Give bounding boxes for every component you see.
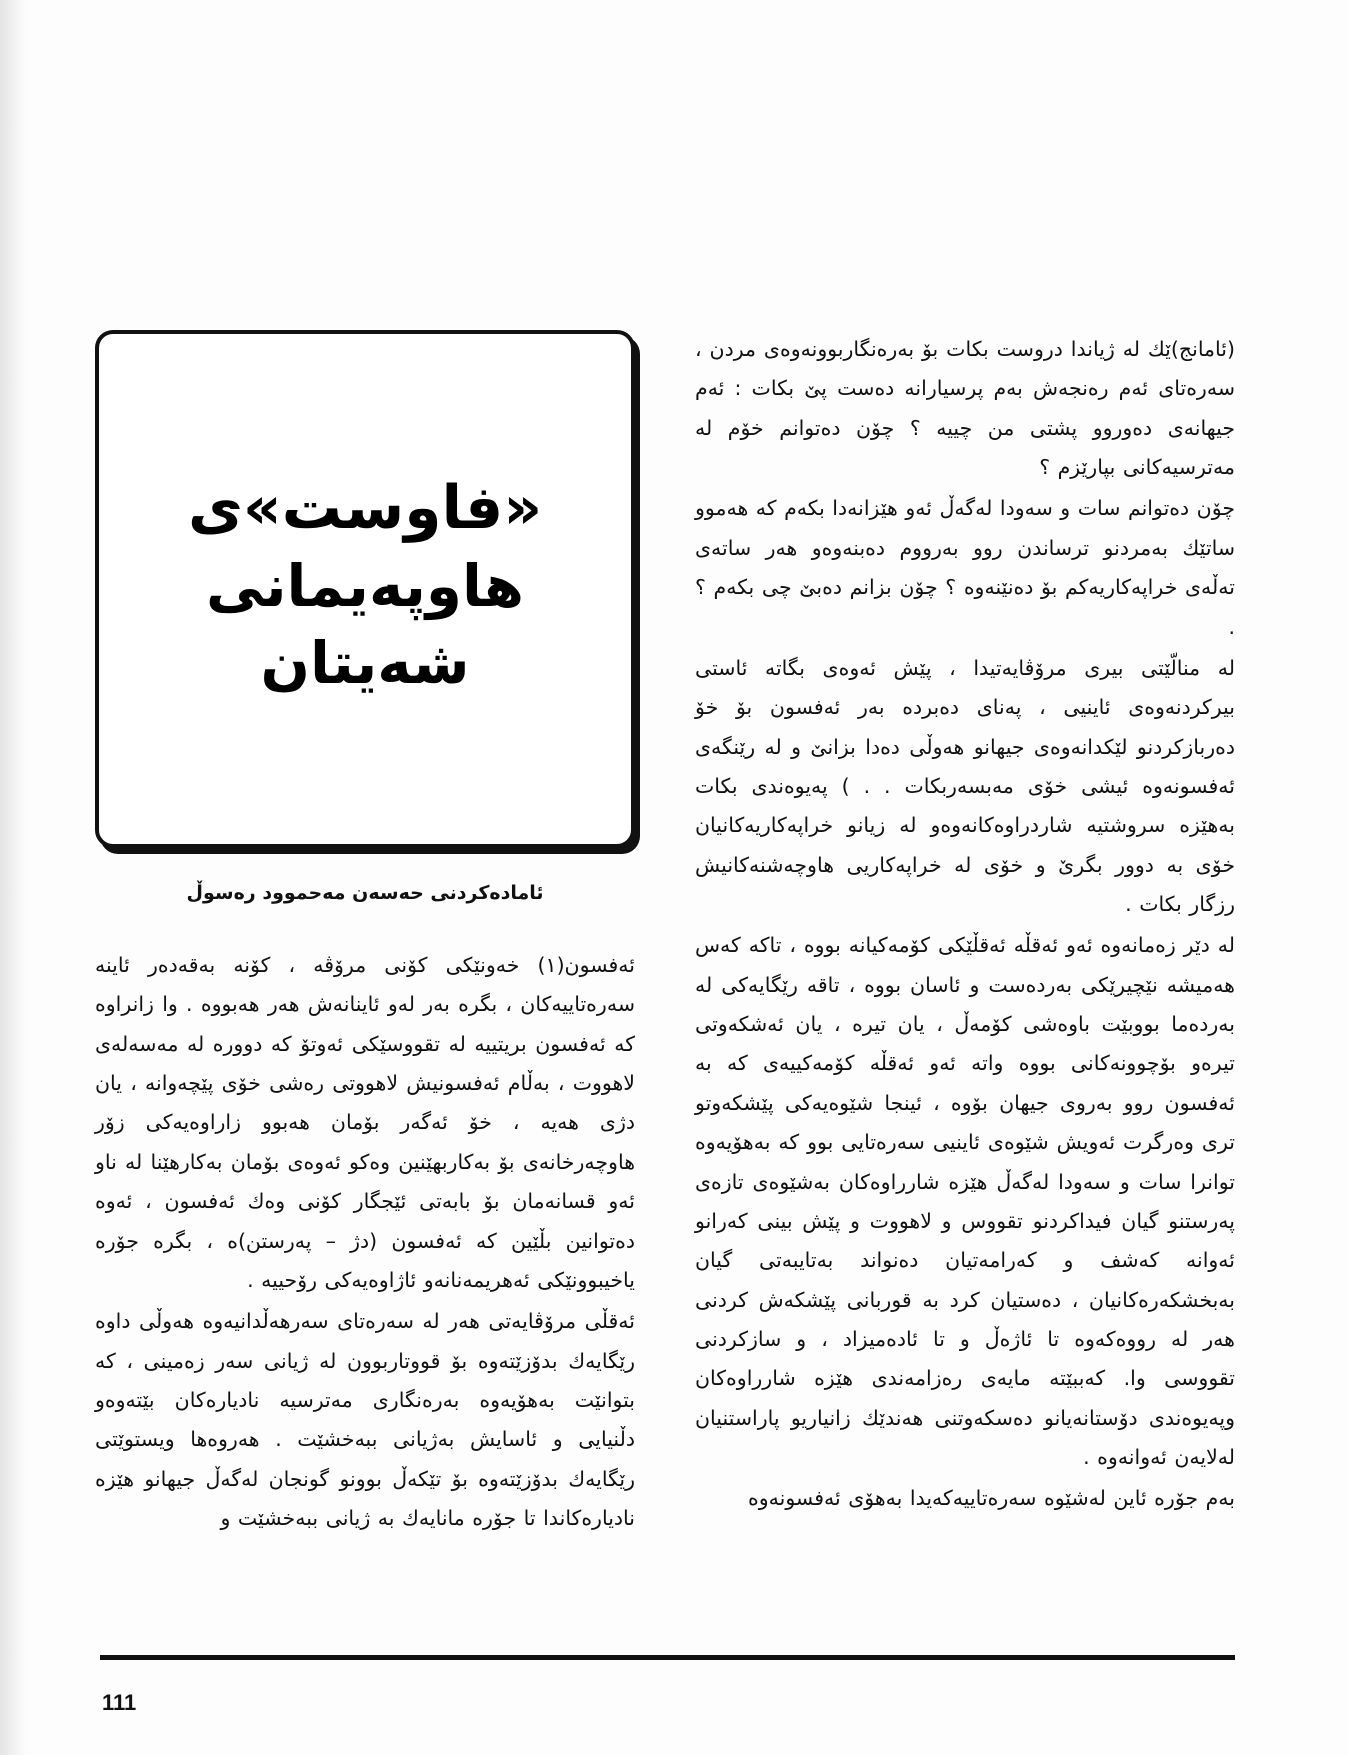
paragraph: چۆن دەتوانم سات و سەودا لەگەڵ ئەو هێزانەدا بکەم کە هەموو ساتێك بەمردنو ترساندن روو بەرووم دەبنەوەو هەر ساتەی تەڵەی خراپەکاریەکم بۆ دەنێنەوە ؟ چۆن بزانم دەبێ چی بکەم ؟ . [695, 496, 1235, 639]
column-left [695, 330, 1235, 1670]
paragraph: بەم جۆرە ئاین لەشێوە سەرەتاییەکەیدا بەهۆی ئەفسونەوە [748, 1486, 1235, 1511]
page-gutter-shadow [0, 0, 26, 1755]
article-byline: ئامادەکردنی حەسەن مەحموود رەسوڵ [186, 882, 544, 904]
paragraph: لە منالّێتی بیری مرۆڤایەتیدا ، پێش ئەوەی بگاتە ئاستی بیرکردنەوەی ئاینیی ، پەنای دەبردە بەر ئەفسون بۆ خۆ دەربازکردنو لێکدانەوەی جیهانو هەوڵی دەدا بزانێ و لە رێنگەی ئەفسونەوە ئیشی خۆی مەبسەربکات . . ) پەیوەندی بکات بەهێزە سروشتیە شاردراوەکانەوەو لە زیانو خراپەکاریەکانیان خۆی بە دوور بگرێ و خۆی لە خراپەکاریی هاوچەشنەکانیش رزگار بکات . [695, 655, 1235, 917]
paragraph: ئەفسون(١) خەونێکی کۆنی مرۆڤە ، کۆنە بەقەدەر ئاینە سەرەتاییەکان ، بگرە بەر لەو ئاینانەش هەر هەبووە . وا زانراوە کە ئەفسون بریتییە لە تقووسێکی ئەوتۆ کە دوورە لە مەسەلەی لاهووت ، بەڵام ئەفسونیش لاهووتی رەشی خۆی پێچەوانە ، یان دژی هەیە ، خۆ ئەگەر بۆمان هەبوو زاراوەیەکی زۆر هاوچەرخانەی بۆ بەکاربهێنین وەکو ئەوەی بۆمان بەکارهێنا لە ناو ئەو قسانەمان بۆ بابەتی ئێجگار کۆنی وەك ئەفسون ، ئەوە دەتوانین بڵێین کە ئەفسون (دژ – پەرستن)ە ، بگرە جۆرە یاخیبوونێکی ئەهریمەنانەو ئاژاوەیەکی رۆحییە . [95, 953, 635, 1292]
article-title-line-3: شەیتان [260, 628, 470, 697]
two-column-layout [95, 330, 1235, 1670]
paragraph: (ئامانج)ێك لە ژیاندا دروست بکات بۆ بەرەنگاربوونەوەی مردن ، سەرەتای ئەم رەنجەش بەم پرسیارانە دەست پێ بکات : ئەم جیهانەی دەوروو پشتی من چییە ؟ چۆن دەتوانم خۆم لە مەترسیەکانی بپارێزم ؟ [695, 337, 1235, 480]
article-title-line-2: هاوپەیمانی [206, 552, 524, 621]
right-column-body [95, 946, 635, 1538]
column-right [95, 330, 635, 1670]
left-column-body [695, 330, 1235, 1519]
paragraph: ئەقڵی مرۆڤایەتی هەر لە سەرەتای سەرهەڵدانیەوە هەوڵی داوە رێگایەك بدۆزێتەوە بۆ قووتاربوون لە ژیانی سەر زەمینی ، کە بتوانێت بەهۆیەوە بەرەنگاری مەترسیە نادیارەکان بێتەوەو دڵنیایی و ئاسایش بەژیانی ببەخشێت . هەروەها ویستوێتی رێگایەك بدۆزێتەوە بۆ تێکەڵ بوونو گونجان لەگەڵ جیهانو هێزە نادیارەکاندا تا جۆرە مانایەك بە ژیانی ببەخشێت و [95, 1309, 635, 1531]
article-title-plaque [95, 330, 635, 848]
page-content [95, 330, 1235, 1670]
page-number: 111 [102, 1690, 137, 1715]
article-title-line-1: «فاوست»ی [187, 472, 543, 543]
paragraph: لە دێر زەمانەوە ئەو ئەقڵە ئەقڵێکی کۆمەکیانە بووە ، تاکە کەس هەمیشە نێچیرێکی بەردەست و ئاسان بووە ، تاقە رێگایەکی لە بەردەما بووبێت باوەشی کۆمەڵ ، یان تیرە ، یان ئەشکەوتی تیرەو بۆچوونەکانی بووە واتە ئەو ئەقڵە کۆمەکییەی کە بە ئەفسون روو بەروی جیهان بۆوە ، ئینجا شێوەیەکی پێشکەوتو تری وەرگرت ئەویش شێوەی ئاینیی سەرەتایی بوو کە بەهۆیەوە توانرا سات و سەودا لەگەڵ هێزە شارراوەکان بەشێوەی تازەی پەرستنو گیان فیداکردنو تقووس و لاهووت و پێش بینی کەرانو ئەوانە کەشف و کەرامەتیان دەنواند بەتایبەتی گیان بەبخشکەرەکانیان ، دەستیان کرد بە قوربانی پێشکەش کردنی هەر لە رووەکەوە تا ئاژەڵ و تا ئادەمیزاد ، و سازکردنی تقووسی وا. کەببێتە مایەی رەزامەندی هێزە شارراوەکان وپەیوەندی دۆستانەیانو دەسکەوتنی هەندێك زانیاریو پاراستنیان لەلایەن ئەوانەوە . [695, 933, 1235, 1470]
footer-divider [100, 1655, 1235, 1660]
